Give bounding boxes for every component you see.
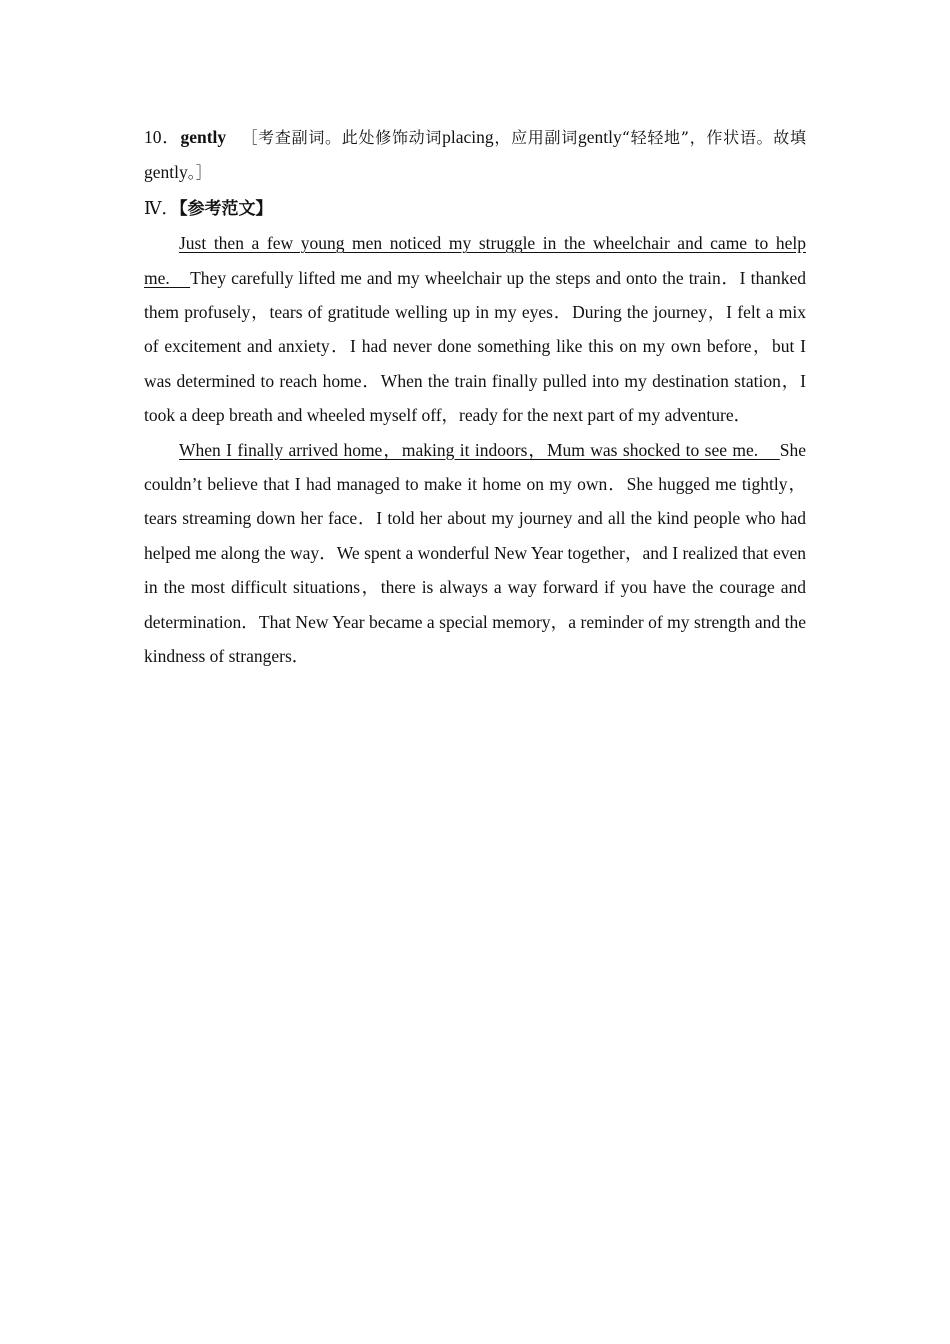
explanation-part: ［考查副词。此处修饰动词 [241,128,443,147]
paragraph-body: They carefully lifted me and my wheelchair up the steps and onto the train．I thanked them profusely，tears of gratitude welling up in my eyes．During the journey，I felt a mix of excitement and anxiety．I had never done something like this on my own before，but I was determined to reach home．When the train finally pulled into my destination station，I took a deep breath and wheeled myself off，ready for the next part of my adventure． [144,267,806,426]
explanation-term: placing [442,127,494,147]
given-opening-sentence: When I finally arrived home，making it indoors，Mum was shocked to see me. [179,439,759,460]
explanation-part: “轻轻地”，作状语。故填 [621,128,806,147]
answer-item-10 [144,120,806,191]
section-title: 【参考范文】 [178,198,273,219]
essay-paragraph-2 [144,433,806,674]
explanation-part: 。］ [187,163,212,183]
paragraph-body: She couldn’t believe that I had managed to make it home on my own．She hugged me tightly，tears streaming down her face．I told her about my journey and all the kind people who had helped me along the way．We spent a wonderful New Year together，and I realized that even in the most difficult situations，there is always a way forward if you have the courage and determination．That New Year became a special memory，a reminder of my strength and the kindness of strangers． [144,439,807,667]
document-page [144,120,806,674]
section-heading [144,191,806,226]
essay-paragraph-1 [144,226,806,432]
explanation-term: gently [144,162,188,183]
explanation-term: gently [577,127,622,147]
section-numeral: Ⅳ． [144,197,179,218]
answer-word: gently [180,127,227,147]
item-number: 10． [144,127,181,147]
given-opening-sentence: Just then a few young men noticed my struggle in the wheelchair and came to help me. [144,233,806,288]
explanation-part: ，应用副词 [493,128,578,147]
